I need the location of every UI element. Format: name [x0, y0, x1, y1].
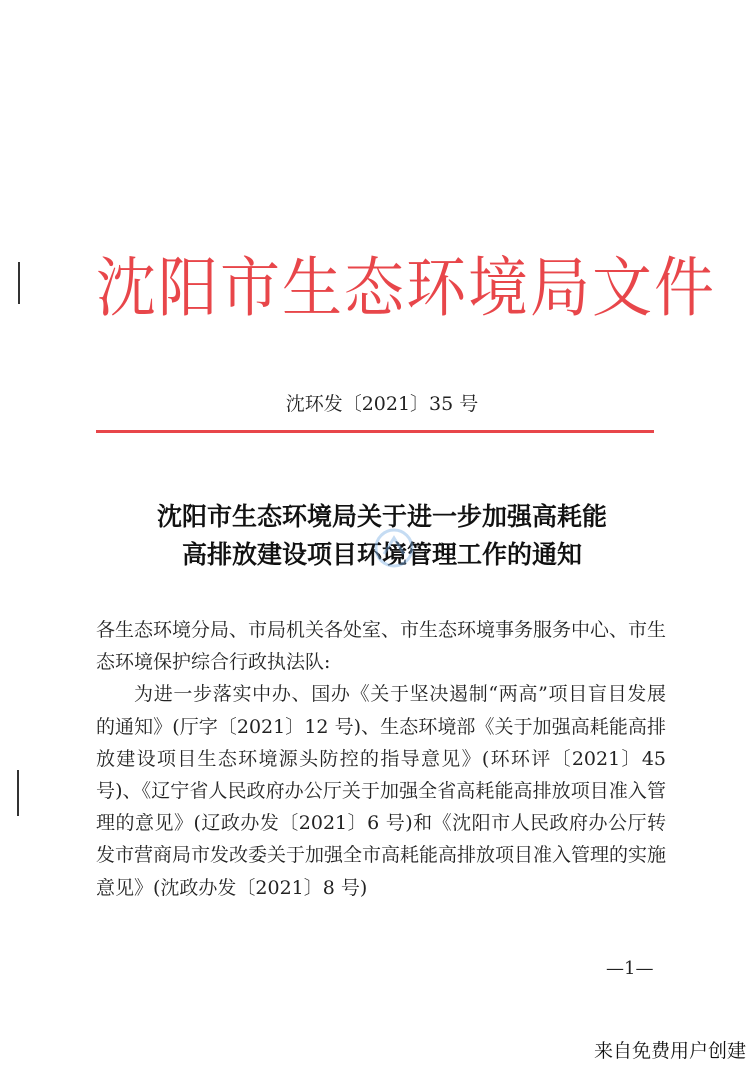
scan-mark: [18, 262, 20, 304]
page-number: —1—: [606, 958, 654, 979]
issuer-header: 沈阳市生态环境局文件: [96, 250, 716, 326]
document-number: 沈环发〔2021〕35 号: [285, 393, 479, 415]
watermark-icon: [370, 524, 418, 572]
scan-mark: [17, 770, 19, 816]
footer-label: 来自免费用户创建: [593, 1040, 746, 1062]
title-line-1: 沈阳市生态环境局关于进一步加强高耗能: [156, 502, 607, 531]
title-line-2: 高排放建设项目环境管理工作的通知: [181, 540, 582, 569]
paragraph: 为进一步落实中办、国办《关于坚决遏制“两高”项目盲目发展的通知》(厅字〔2021〕12 号)、生态环境部《关于加强高耗能高排放建设项目生态环境源头防控的指导意见》(环环评〔2021〕45 号)、《辽宁省人民政府办公厅关于加强全省高耗能高排放项目准入管理的意见》(辽政办发〔2021〕6 号)和《沈阳市人民政府办公厅转发市营商局市发改委关于加强全市高耗能高排放项目准入管理的实施意见》(沈政办发〔2021〕8 号): [96, 683, 667, 899]
document-body: [96, 614, 666, 904]
salutation: 各生态环境分局、市局机关各处室、市生态环境事务服务中心、市生态环境保护综合行政执法队:: [96, 619, 667, 674]
red-divider: [96, 430, 654, 433]
